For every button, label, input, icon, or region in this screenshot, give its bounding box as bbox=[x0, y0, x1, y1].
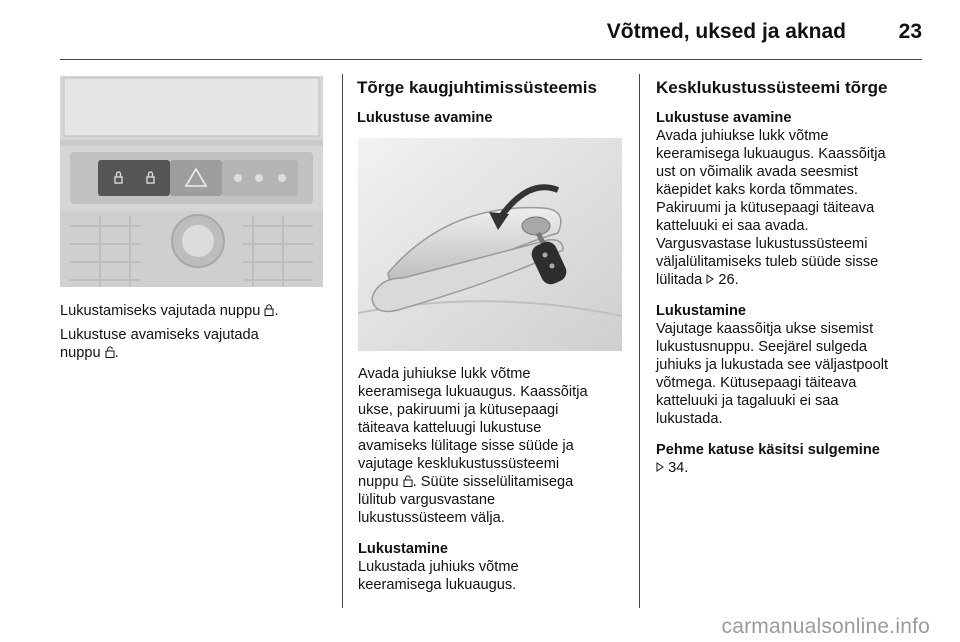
soft-top-reference: 34. bbox=[656, 459, 926, 477]
remote-unlock-button-word: nuppu bbox=[358, 474, 399, 490]
remote-lock-subheading: Lukustamine bbox=[358, 541, 449, 557]
remote-lock-line-1: Lukustada juhiuks võtme bbox=[358, 559, 519, 575]
central-unlock-ref-page: 26 bbox=[718, 272, 735, 288]
lock-caption-text: Lukustamiseks vajutada nuppu bbox=[60, 303, 261, 319]
central-unlock-body: Avada juhiukse lukk võtme keeramisega lukuaugus. Kaassõitja ust on võimalik avada seesmist käepidet kaks korda tõmmates. Pakiruumi ja kütusepaagi täiteava katteluuki ei saa avada. Vargusvastase lukustussüsteemi väljalülitamiseks tuleb süüde sisse lülitada 26. bbox=[656, 128, 886, 288]
soft-top-ref-page: 34 bbox=[668, 460, 685, 476]
remote-unlock-line-6: vajutage kesklukustussüsteemi bbox=[358, 456, 560, 472]
lock-open-icon bbox=[105, 346, 115, 358]
central-unlock-ref-prefix: lülitada bbox=[656, 272, 703, 288]
central-lock-line-1: Vajutage kaassõitja ukse sisemist bbox=[656, 321, 874, 337]
page-reference-arrow-icon bbox=[706, 274, 714, 284]
central-unlock-line-4: käepidet kaks korda tõmmates. bbox=[656, 182, 858, 198]
page-number: 23 bbox=[898, 20, 922, 43]
remote-unlock-line-5: avamiseks lülitage sisse süüde ja bbox=[358, 438, 574, 454]
remote-unlock-line-8: lülitub vargusvastane bbox=[358, 492, 496, 508]
central-lock-line-6: lukustada. bbox=[656, 411, 723, 427]
watermark: carmanualsonline.info bbox=[721, 615, 930, 638]
central-unlock-line-7: Vargusvastase lukustussüsteemi bbox=[656, 236, 868, 252]
central-unlock-line-2: keeramisega lukuaugus. Kaassõitja bbox=[656, 146, 886, 162]
central-lock-line-5: katteluuki ja tagaluuki ei saa bbox=[656, 393, 839, 409]
lock-open-icon bbox=[403, 475, 413, 487]
page-header-title: Võtmed, uksed ja aknad bbox=[606, 20, 846, 43]
unlock-caption-line2: nuppu bbox=[60, 345, 101, 361]
central-lock-subheading: Lukustamine bbox=[656, 303, 747, 319]
central-unlock-line-8: väljalülitamiseks tuleb süüde sisse bbox=[656, 254, 879, 270]
column-divider-right bbox=[639, 74, 640, 608]
door-handle-figure bbox=[358, 138, 622, 351]
central-unlock-line-6: katteluuki ei saa avada. bbox=[656, 218, 809, 234]
remote-lock-line-2: keeramisega lukuaugus. bbox=[358, 577, 517, 593]
central-unlock-subheading: Lukustuse avamine bbox=[656, 110, 792, 126]
central-unlock-line-5: Pakiruumi ja kütusepaagi täiteava bbox=[656, 200, 875, 216]
remote-failure-heading: Tõrge kaugjuhtimissüsteemis bbox=[357, 78, 597, 97]
console-buttons-figure bbox=[60, 76, 323, 287]
unlock-caption: Lukustuse avamiseks vajutada nuppu . bbox=[60, 327, 259, 361]
remote-unlock-line-2: keeramisega lukuaugus. Kaassõitja bbox=[358, 384, 588, 400]
remote-unlock-after-icon: . Süüte sisselülitamisega bbox=[412, 474, 574, 490]
lock-caption: Lukustamiseks vajutada nuppu . bbox=[60, 303, 279, 319]
header-rule bbox=[60, 59, 922, 60]
remote-unlock-line-3: ukse, pakiruumi ja kütusepaagi bbox=[358, 402, 559, 418]
central-unlock-line-1: Avada juhiukse lukk võtme bbox=[656, 128, 829, 144]
central-lock-line-2: lukustusnuppu. Seejärel sulgeda bbox=[656, 339, 867, 355]
lock-closed-icon bbox=[264, 304, 274, 316]
column-divider-left bbox=[342, 74, 343, 608]
central-lock-line-3: juhiuks ja lukustada see väljastpoolt bbox=[656, 357, 889, 373]
soft-top-subheading: Pehme katuse käsitsi sulgemine bbox=[656, 442, 880, 458]
central-lock-body bbox=[656, 320, 926, 428]
remote-lock-body bbox=[358, 558, 633, 594]
remote-unlock-line-4: täiteava katteluugi lukustuse bbox=[358, 420, 542, 436]
central-lock-failure-heading: Kesklukustussüsteemi tõrge bbox=[656, 78, 888, 97]
unlock-caption-line1: Lukustuse avamiseks vajutada bbox=[60, 327, 259, 343]
remote-unlock-line-1: Avada juhiukse lukk võtme bbox=[358, 366, 531, 382]
remote-unlock-subheading: Lukustuse avamine bbox=[357, 110, 493, 126]
remote-unlock-line-9: lukustussüsteem välja. bbox=[358, 510, 505, 526]
page-reference-arrow-icon bbox=[656, 462, 664, 472]
remote-unlock-body bbox=[358, 365, 633, 527]
central-unlock-line-3: ust on võimalik avada seesmist bbox=[656, 164, 858, 180]
central-lock-line-4: võtmega. Kütusepaagi täiteava bbox=[656, 375, 857, 391]
